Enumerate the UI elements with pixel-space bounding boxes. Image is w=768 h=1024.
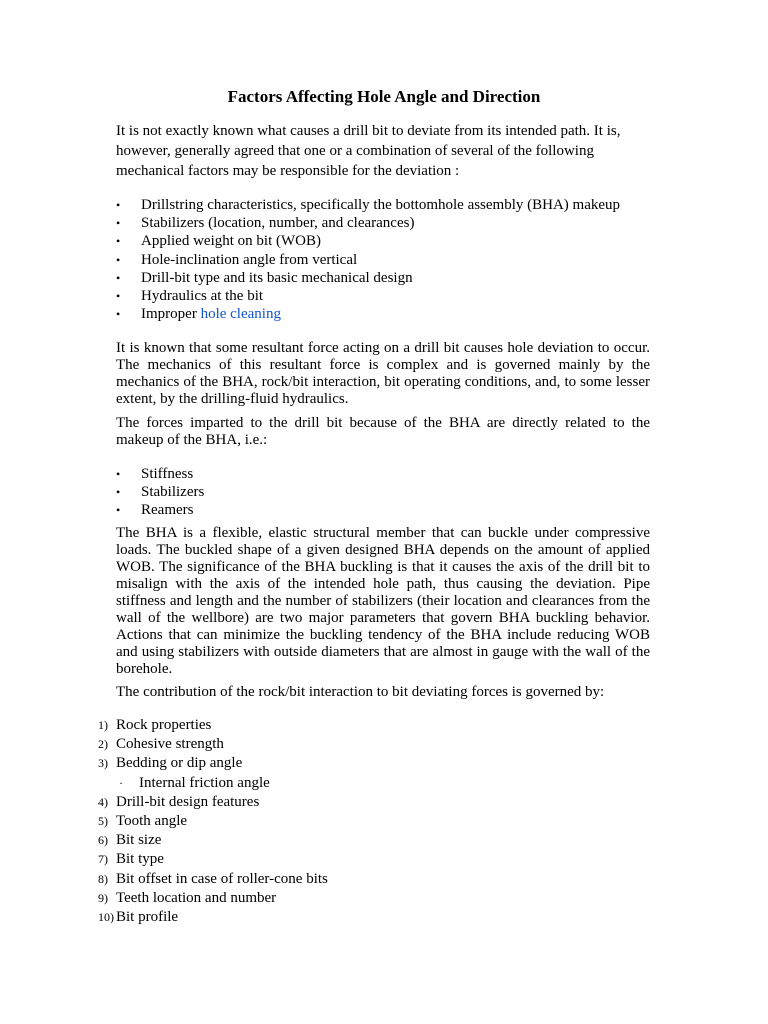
- bha-makeup-list: [116, 465, 204, 520]
- paragraph-bha-forces: The forces imparted to the drill bit because of the BHA are directly related to the makeup of the BHA, i.e.:: [116, 415, 650, 448]
- list-item: 10) Bit profile: [98, 908, 179, 925]
- list-item: · Internal friction angle: [119, 774, 270, 791]
- page-title: Factors Affecting Hole Angle and Direction: [227, 87, 541, 106]
- list-item: 9) Teeth location and number: [98, 889, 277, 906]
- bullet-icon: •: [116, 288, 121, 303]
- list-item: 4) Drill-bit design features: [98, 793, 260, 810]
- list-item: • Reamers: [116, 502, 194, 519]
- list-item: • Hole-inclination angle from vertical: [116, 251, 358, 268]
- intro-paragraph: It is not exactly known what causes a drill bit to deviate from its intended path. It is, however, generally agreed that one or a combination of several of the following mechanical factors may be responsible for the deviation :: [116, 123, 621, 179]
- bullet-icon: •: [116, 252, 121, 267]
- list-item: 1) Rock properties: [98, 717, 212, 733]
- paragraph-rock-bit: The contribution of the rock/bit interaction to bit deviating forces is governed by:: [116, 684, 605, 700]
- hole-cleaning-link[interactable]: hole cleaning: [200, 306, 281, 323]
- list-item: • Drillstring characteristics, specifically the bottomhole assembly (BHA) makeup: [116, 197, 621, 213]
- list-item: • Improper hole cleaning: [116, 306, 281, 323]
- list-item: • Drill-bit type and its basic mechanical design: [116, 269, 413, 286]
- list-item: 6) Bit size: [98, 832, 162, 849]
- list-item: • Stabilizers: [116, 484, 205, 501]
- bullet-icon: •: [116, 503, 121, 518]
- factors-list: [116, 196, 620, 323]
- rock-bit-list: [98, 716, 328, 927]
- list-item: • Stiffness: [116, 466, 194, 482]
- bullet-icon: •: [116, 467, 121, 481]
- bullet-icon: •: [116, 234, 121, 249]
- list-item: 2) Cohesive strength: [98, 736, 224, 753]
- list-item: 8) Bit offset in case of roller-cone bits: [98, 870, 328, 887]
- list-item: 3) Bedding or dip angle: [98, 755, 243, 772]
- list-item: • Hydraulics at the bit: [116, 287, 264, 304]
- list-item: • Stabilizers (location, number, and clearances): [116, 215, 415, 232]
- bullet-icon: •: [116, 307, 121, 322]
- bullet-icon: •: [116, 198, 121, 212]
- list-item: 5) Tooth angle: [98, 812, 188, 829]
- bullet-icon: •: [116, 270, 121, 285]
- list-item: • Applied weight on bit (WOB): [116, 233, 321, 250]
- bullet-icon: •: [116, 485, 121, 500]
- paragraph-bha-buckling: The BHA is a flexible, elastic structural member that can buckle under compressive loads. The buckled shape of a given designed BHA depends on the amount of applied WOB. The significance of the BHA buckling is that it causes the axis of the drill bit to misalign with the axis of the intended hole path, thus causing the deviation. Pipe stiffness and length and the number of stabilizers (their location and clearances from the wall of the wellbore) are two major parameters that govern BHA buckling behavior. Actions that can minimize the buckling tendency of the BHA include reducing WOB and using stabilizers with outside diameters that are almost in gauge with the wall of the borehole.: [116, 525, 650, 677]
- list-item: 7) Bit type: [98, 851, 164, 868]
- paragraph-resultant-force: It is known that some resultant force acting on a drill bit causes hole deviation to occur. The mechanics of this resultant force is complex and is governed mainly by the mechanics of the BHA, rock/bit interaction, bit operating conditions, and, to some lesser extent, by the drilling-fluid hydraulics.: [116, 340, 650, 407]
- bullet-icon: •: [116, 216, 121, 231]
